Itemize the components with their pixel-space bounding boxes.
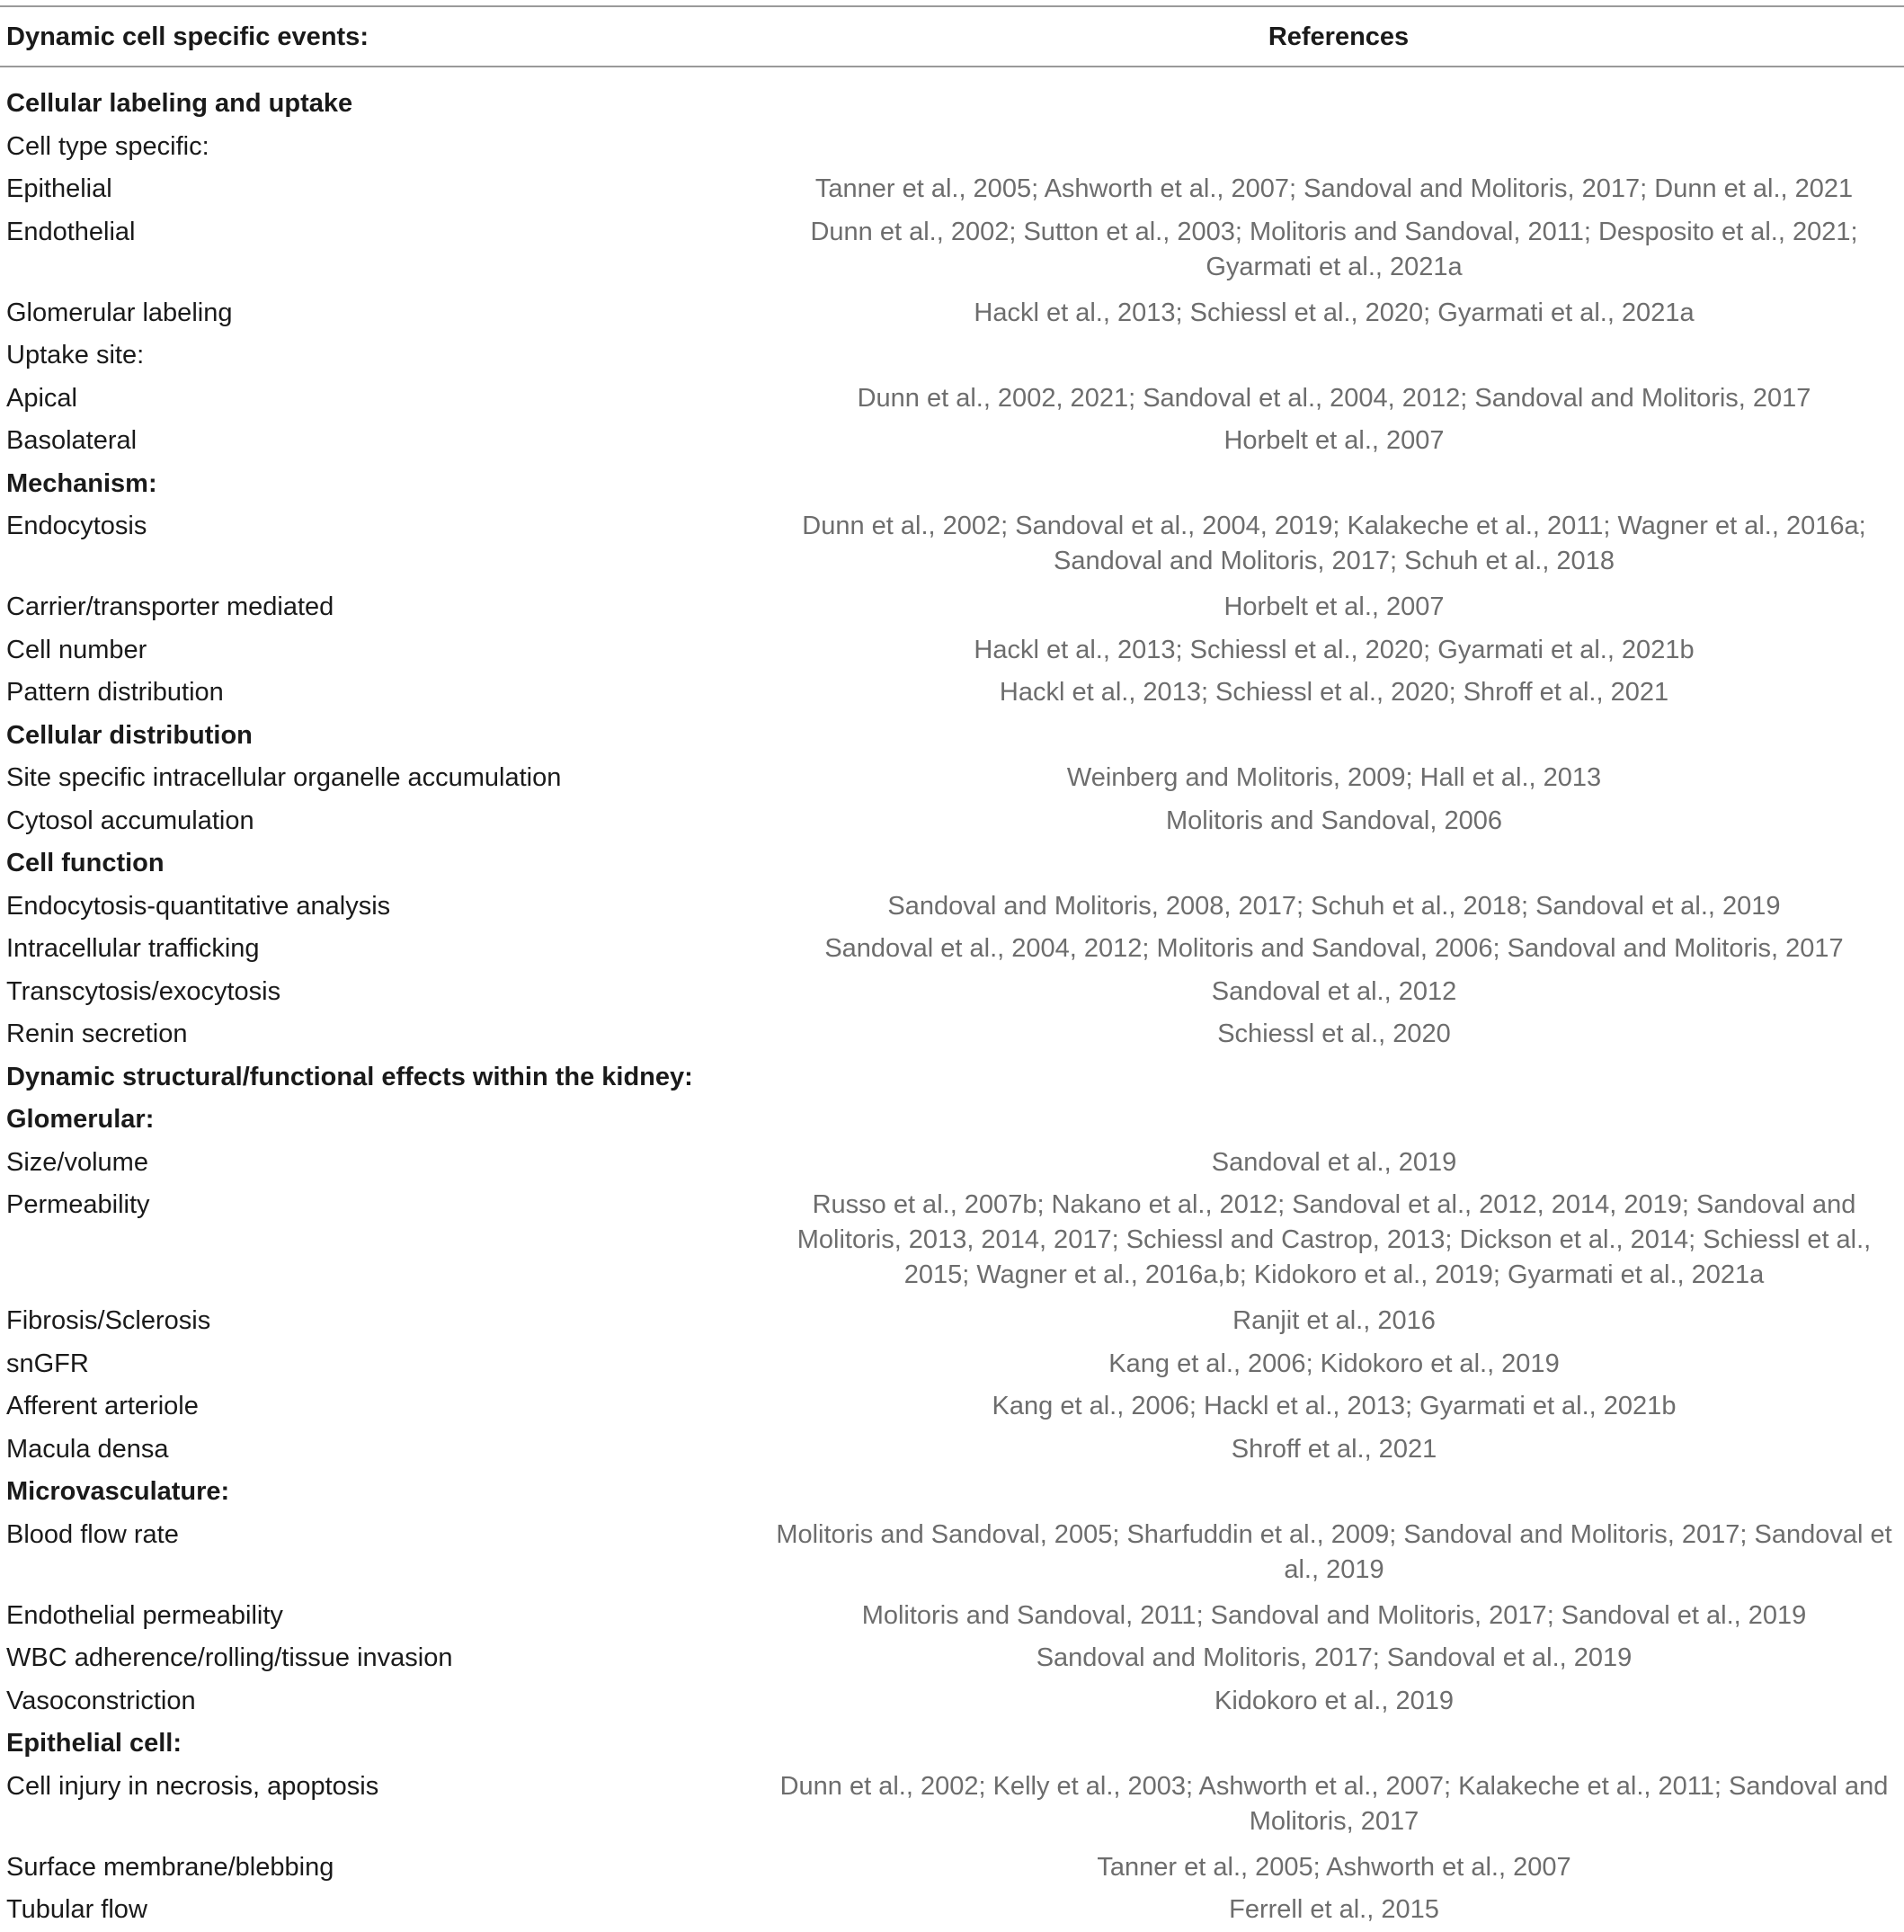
reference-cell: Kang et al., 2006; Hackl et al., 2013; Gyarmati et al., 2021b (992, 1392, 1677, 1420)
event-cell: Endothelial (6, 217, 136, 246)
event-cell: Uptake site: (6, 341, 145, 369)
event-cell: Intracellular trafficking (6, 934, 260, 963)
reference-cell (773, 1471, 1904, 1478)
table-row (0, 672, 1904, 715)
reference-cell: Ferrell et al., 2015 (1229, 1895, 1439, 1924)
reference-cell: Russo et al., 2007b; Nakano et al., 2012; Sandoval et al., 2012, 2014, 2019; Sandoval and Molitoris, 2013, 2014, 2017; Schiessl and Castrop, 2013; Dickson et al., 2014; Schiessl et al., 2015; Wagner et al., 2016a,b; Kidokoro et al., 2019; Gyarmati et al., 2021a (796, 1190, 1872, 1289)
reference-cell (773, 83, 1904, 90)
event-cell: Permeability (6, 1190, 150, 1219)
table-header (0, 5, 1904, 67)
table-row (0, 292, 1904, 335)
event-cell: Endothelial permeability (6, 1600, 283, 1630)
table-row (0, 1847, 1904, 1890)
event-cell: Macula densa (6, 1434, 169, 1464)
table-row (0, 378, 1904, 421)
event-cell: Vasoconstriction (6, 1686, 196, 1715)
event-cell: Cell injury in necrosis, apoptosis (6, 1771, 379, 1801)
reference-cell (773, 334, 1904, 342)
event-cell: Apical (6, 383, 77, 413)
section-header-row (0, 1056, 1904, 1100)
event-cell: Transcytosis/exocytosis (6, 976, 281, 1006)
section-label: Cell function (6, 849, 165, 877)
event-cell: Cell number (6, 635, 147, 664)
table-row (0, 629, 1904, 672)
reference-cell: Tanner et al., 2005; Ashworth et al., 2007; Sandoval and Molitoris, 2017; Dunn et al., 2021 (814, 174, 1854, 203)
event-cell: Surface membrane/blebbing (6, 1852, 334, 1882)
event-cell: Cytosol accumulation (6, 806, 254, 835)
reference-cell: Shroff et al., 2021 (1231, 1434, 1437, 1464)
table-row (0, 334, 1904, 378)
reference-cell: Sandoval et al., 2004, 2012; Molitoris and Sandoval, 2006; Sandoval and Molitoris, 2017 (824, 934, 1844, 963)
event-cell: Renin secretion (6, 1019, 188, 1048)
table-row (0, 168, 1904, 211)
table-row (0, 1766, 1904, 1847)
reference-cell: Molitoris and Sandoval, 2006 (1165, 806, 1502, 835)
section-label: Epithelial cell: (6, 1729, 182, 1758)
table-row (0, 928, 1904, 971)
reference-cell (773, 1723, 1904, 1730)
section-header-row (0, 842, 1904, 886)
table-row (0, 420, 1904, 463)
event-cell: Glomerular labeling (6, 298, 233, 327)
header-references: References (1268, 22, 1410, 51)
reference-cell: Horbelt et al., 2007 (1223, 592, 1445, 621)
reference-cell: Schiessl et al., 2020 (1217, 1019, 1451, 1048)
section-header-row (0, 463, 1904, 506)
event-cell: Basolateral (6, 426, 138, 455)
section-label: Microvasculature: (6, 1477, 230, 1506)
section-label: Dynamic structural/functional effects within the kidney: (6, 1062, 693, 1091)
table-row (0, 1680, 1904, 1723)
reference-cell (773, 1099, 1904, 1106)
table-row (0, 1343, 1904, 1386)
event-cell: Afferent arteriole (6, 1392, 199, 1420)
table-row (0, 1889, 1904, 1932)
event-cell: Epithelial (6, 174, 112, 203)
event-cell: Pattern distribution (6, 678, 224, 707)
table-row (0, 1142, 1904, 1185)
reference-cell: Dunn et al., 2002; Sandoval et al., 2004, 2019; Kalakeche et al., 2011; Wagner et al., 2016a; Sandoval and Molitoris, 2017; Schuh et al., 2018 (802, 512, 1866, 575)
table-row (0, 1300, 1904, 1343)
reference-cell: Sandoval and Molitoris, 2017; Sandoval et al., 2019 (1036, 1643, 1633, 1672)
event-cell: Blood flow rate (6, 1519, 179, 1549)
section-label: Cellular labeling and uptake (6, 89, 353, 118)
reference-cell: Hackl et al., 2013; Schiessl et al., 2020; Shroff et al., 2021 (999, 678, 1669, 707)
event-cell: Endocytosis-quantitative analysis (6, 891, 391, 921)
table-row (0, 1637, 1904, 1680)
reference-cell: Molitoris and Sandoval, 2005; Sharfuddin et al., 2009; Sandoval and Molitoris, 2017; Sandoval et al., 2019 (776, 1519, 1892, 1584)
event-cell: Carrier/transporter mediated (6, 592, 334, 621)
event-cell: Fibrosis/Sclerosis (6, 1306, 211, 1335)
table-row (0, 886, 1904, 929)
reference-cell: Kang et al., 2006; Kidokoro et al., 2019 (1108, 1349, 1560, 1378)
reference-cell (773, 126, 1904, 133)
reference-cell: Dunn et al., 2002; Sutton et al., 2003; Molitoris and Sandoval, 2011; Desposito et al., 2021; Gyarmati et al., 2021a (810, 217, 1858, 281)
reference-cell (773, 1056, 1904, 1064)
reference-cell: Sandoval et al., 2019 (1211, 1147, 1457, 1177)
reference-cell: Kidokoro et al., 2019 (1214, 1686, 1454, 1715)
reference-cell: Ranjit et al., 2016 (1232, 1306, 1436, 1335)
reference-cell (773, 715, 1904, 722)
table-row (0, 800, 1904, 843)
reference-cell: Tanner et al., 2005; Ashworth et al., 2007 (1097, 1852, 1571, 1882)
section-label: Cellular distribution (6, 720, 253, 750)
table-row (0, 1514, 1904, 1595)
table-row (0, 757, 1904, 800)
table-row (0, 211, 1904, 292)
header-events: Dynamic cell specific events: (6, 22, 369, 51)
reference-cell: Horbelt et al., 2007 (1223, 426, 1445, 455)
reference-cell: Hackl et al., 2013; Schiessl et al., 2020; Gyarmati et al., 2021a (974, 298, 1695, 327)
table-row (0, 586, 1904, 629)
reference-cell (773, 463, 1904, 470)
table-row (0, 505, 1904, 586)
table-row (0, 1184, 1904, 1300)
event-cell: snGFR (6, 1349, 89, 1378)
table-row (0, 971, 1904, 1014)
table-row (0, 1595, 1904, 1638)
section-header-row (0, 715, 1904, 758)
reference-cell (773, 842, 1904, 850)
reference-cell: Weinberg and Molitoris, 2009; Hall et al., 2013 (1066, 763, 1602, 792)
reference-cell: Dunn et al., 2002, 2021; Sandoval et al., 2004, 2012; Sandoval and Molitoris, 2017 (857, 383, 1811, 413)
reference-cell: Hackl et al., 2013; Schiessl et al., 2020; Gyarmati et al., 2021b (974, 635, 1695, 664)
event-cell: Tubular flow (6, 1895, 147, 1924)
reference-cell: Molitoris and Sandoval, 2011; Sandoval and Molitoris, 2017; Sandoval et al., 2019 (861, 1600, 1807, 1630)
section-header-row (0, 1099, 1904, 1142)
table-body (0, 83, 1904, 1932)
table-row (0, 1429, 1904, 1472)
section-label: Glomerular: (6, 1105, 155, 1134)
event-cell: Cell type specific: (6, 131, 209, 161)
reference-cell: Sandoval et al., 2012 (1211, 976, 1457, 1006)
section-header-row (0, 1471, 1904, 1514)
section-header-row (0, 1723, 1904, 1766)
event-cell: WBC adherence/rolling/tissue invasion (6, 1643, 453, 1672)
table-row (0, 1013, 1904, 1056)
event-cell: Endocytosis (6, 512, 147, 540)
event-cell: Site specific intracellular organelle accumulation (6, 763, 562, 792)
table-row (0, 126, 1904, 169)
reference-cell: Sandoval and Molitoris, 2008, 2017; Schuh et al., 2018; Sandoval et al., 2019 (887, 891, 1781, 921)
table-row (0, 1385, 1904, 1429)
event-cell: Size/volume (6, 1147, 148, 1177)
section-header-row (0, 83, 1904, 126)
reference-cell: Dunn et al., 2002; Kelly et al., 2003; Ashworth et al., 2007; Kalakeche et al., 2011; Sandoval and Molitoris, 2017 (779, 1771, 1889, 1836)
section-label: Mechanism: (6, 468, 157, 498)
